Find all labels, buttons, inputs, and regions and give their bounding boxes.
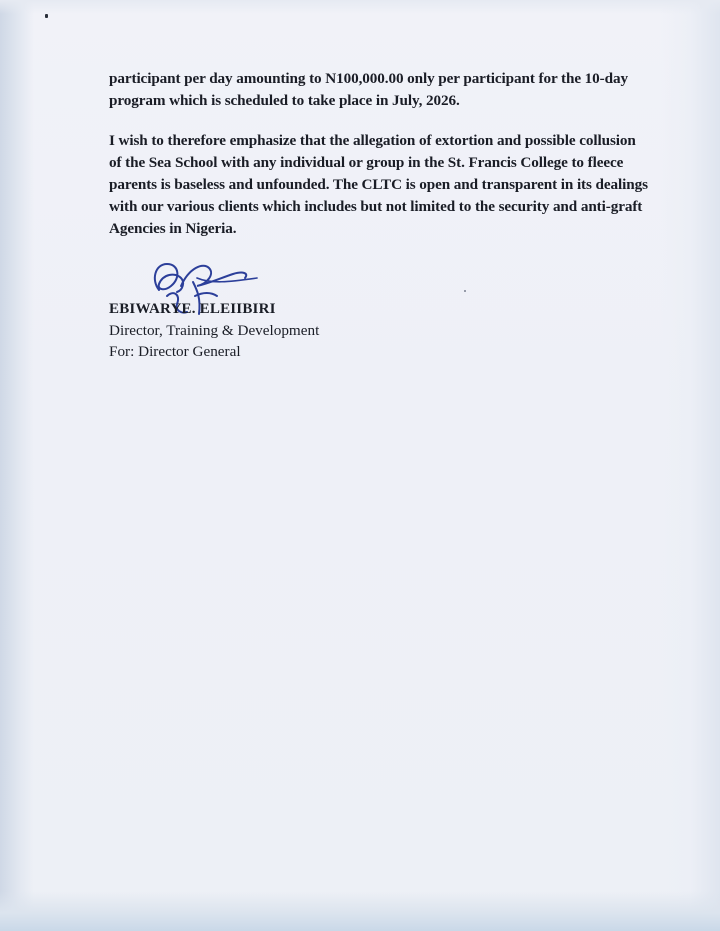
signatory-title: Director, Training & Development (109, 322, 320, 339)
text-line: Agencies in Nigeria. (109, 220, 237, 237)
text-line: I wish to therefore emphasize that the allegation of extortion and possible collusion (109, 132, 636, 149)
scan-speck (464, 290, 466, 292)
paragraph-fee-continuation (109, 68, 672, 112)
text-line: program which is scheduled to take place in July, 2026. (109, 92, 460, 109)
signature-block (109, 256, 409, 376)
letter-body (109, 68, 672, 240)
paragraph-allegation-response (109, 130, 672, 240)
scan-edge-left (0, 0, 34, 931)
scan-edge-bottom (0, 891, 720, 931)
text-line: of the Sea School with any individual or group in the St. Francis College to fleece (109, 154, 624, 171)
scan-edge-top (0, 0, 720, 14)
signatory-on-behalf: For: Director General (109, 343, 241, 360)
text-line: parents is baseless and unfounded. The CLTC is open and transparent in its dealings (109, 176, 648, 193)
scan-speck (45, 14, 48, 18)
text-line: participant per day amounting to N100,000.00 only per participant for the 10-day (109, 70, 628, 87)
signatory-name: EBIWARYE. ELEIIBIRI (109, 301, 276, 317)
text-line: with our various clients which includes but not limited to the security and anti-graft (109, 198, 643, 215)
